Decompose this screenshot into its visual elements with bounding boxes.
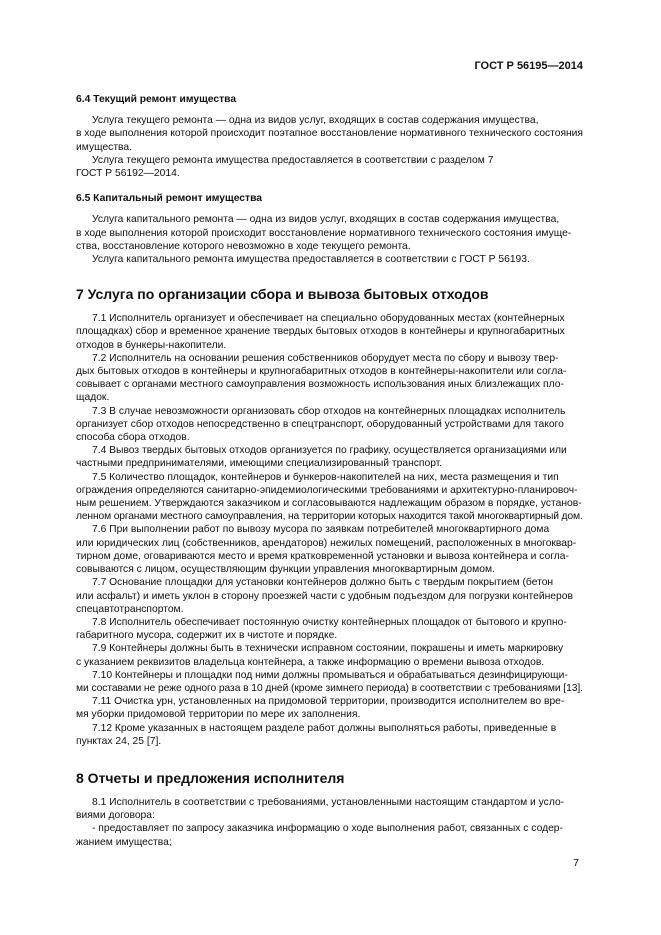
paragraph — [76, 253, 583, 266]
paragraph — [76, 154, 583, 180]
text-line: в ходе выполнения которой происходит восстановление нормативного технического состояния имуще- — [76, 227, 572, 239]
text-line: Услуга капитального ремонта имущества предоставляется в соответствии с ГОСТ Р 56193. — [92, 254, 530, 266]
text-line: 7.3 В случае невозможности организовать сбор отходов на контейнерных площадках исполнитель — [92, 405, 566, 417]
text-line: габаритного мусора, содержит их в чистоте и порядке. — [76, 630, 338, 642]
text-line: щадок. — [76, 392, 110, 404]
section-heading: 6.5 Капитальный ремонт имущества — [76, 193, 262, 205]
section-heading: 7 Услуга по организации сбора и вывоза бытовых отходов — [76, 286, 489, 303]
text-line: 7.11 Очистка урн, установленных на придомовой территории, производится исполнителем во вре- — [92, 696, 565, 708]
text-line: совываются с лицом, осуществляющим функции управления многоквартирным домом. — [76, 564, 495, 576]
paragraph — [76, 114, 583, 154]
text-line: жанием имущества; — [76, 836, 172, 848]
text-line: ным решением. Утверждаются заказчиком и согласовываются надлежащим образом в порядке, установ- — [76, 498, 582, 510]
text-line: 7.6 При выполнении работ по вывозу мусора по заявкам потребителей многоквартирного дома — [92, 524, 550, 536]
section-heading: 6.4 Текущий ремонт имущества — [76, 94, 237, 105]
page-number: 7 — [573, 858, 579, 869]
paragraph — [76, 669, 583, 695]
text-line: или асфальт) и иметь уклон в сторону проезжей части с удобным подъездом для погрузки контейнеров — [76, 590, 573, 602]
text-line: совывает с органами местного самоуправления возможность использования иных близлежащих пло- — [76, 379, 564, 391]
text-line: спецавтотранспортом. — [76, 603, 184, 615]
paragraph — [76, 213, 583, 253]
text-line: 7.1 Исполнитель организует и обеспечивает на специально оборудованных местах (контейнерных — [92, 313, 565, 325]
text-line: дых бытовых отходов в контейнеры и крупногабаритных отходов в контейнеры-накопители или согла- — [76, 366, 567, 378]
paragraph — [76, 444, 583, 470]
text-line: площадках) сбор и временное хранение твердых бытовых отходов в контейнеры и крупногабаритных — [76, 326, 565, 338]
text-line: ства, восстановление которого невозможно в ходе текущего ремонта. — [76, 240, 411, 252]
paragraph — [76, 642, 583, 668]
text-line: 7.8 Исполнитель обеспечивает постоянную очистку контейнерных площадок от бытового и крупно- — [92, 616, 567, 628]
text-line: частными предпринимателями, имеющими специализированный транспорт. — [76, 458, 443, 470]
section-heading: 8 Отчеты и предложения исполнителя — [76, 769, 345, 786]
paragraph — [76, 722, 583, 748]
paragraph — [76, 312, 583, 352]
paragraph — [76, 576, 583, 616]
paragraph — [76, 695, 583, 721]
text-line: способа сбора отходов. — [76, 432, 190, 444]
text-line: или юридических лиц (собственников, арендаторов) нежилых помещений, расположенных в многоквар- — [76, 537, 577, 549]
paragraph — [76, 405, 583, 445]
text-line: Услуга текущего ремонта имущества предоставляется в соответствии с разделом 7 — [92, 154, 494, 166]
paragraph — [76, 822, 583, 848]
text-line: Услуга текущего ремонта — одна из видов услуг, входящих в состав содержания имущества, — [92, 115, 539, 127]
text-line: имущества. — [76, 141, 132, 153]
document-body — [76, 93, 583, 849]
text-line: ГОСТ Р 56192—2014. — [76, 168, 180, 180]
text-line: с указанием реквизитов владельца контейнера, а также информацию о времени вывоза отходов. — [76, 656, 545, 668]
text-line: 7.12 Кроме указанных в настоящем разделе работ должны выполняться работы, приведенные в — [92, 722, 557, 734]
paragraph — [76, 796, 583, 822]
document-code-header: ГОСТ Р 56195—2014 — [474, 60, 583, 72]
text-line: организует сбор отходов непосредственно в спецтранспорт, оборудованный устройствами для такого — [76, 418, 564, 430]
text-line: 7.9 Контейнеры должны быть в технически исправном состоянии, покрашены и иметь маркировку — [92, 643, 564, 655]
text-line: виями договора: — [76, 810, 155, 822]
paragraph — [76, 352, 583, 405]
text-line: 7.4 Вывоз твердых бытовых отходов организуется по графику, осуществляется организациями или — [92, 445, 567, 457]
text-line: в ходе выполнения которой происходит поэтапное восстановление нормативного технического состояния — [76, 128, 583, 140]
text-line: 7.5 Количество площадок, контейнеров и бункеров-накопителей на них, места размещения и тип — [92, 471, 559, 483]
paragraph — [76, 616, 583, 642]
text-line: 8.1 Исполнитель в соответствии с требованиями, установленными настоящим стандартом и усло- — [92, 796, 565, 808]
paragraph — [76, 523, 583, 576]
text-line: ленном органами местного самоуправления, на территории которых находится такой многоквартирный дом. — [76, 511, 583, 523]
text-line: ми составами не реже одного раза в 10 дней (кроме зимнего периода) в соответствии с требованиями [13]. — [76, 682, 583, 694]
text-line: тирном доме, оговариваются место и время кратковременной установки и вывоза контейнера и согла- — [76, 550, 569, 562]
text-line: 7.10 Контейнеры и площадки под ними должны промываться и обрабатываться дезинфицирующи- — [92, 669, 568, 681]
text-line: Услуга капитального ремонта — одна из видов услуг, входящих в состав содержания имущества, — [92, 214, 560, 226]
text-line: 7.2 Исполнитель на основании решения собственников оборудует места по сбору и вывозу твер- — [92, 352, 559, 364]
text-line: пунктах 24, 25 [7]. — [76, 735, 162, 747]
text-line: мя уборки придомовой территории по мере их заполнения. — [76, 709, 361, 721]
text-line: 7.7 Основание площадки для установки контейнеров должно быть с твердым покрытием (бетон — [92, 577, 554, 589]
paragraph — [76, 471, 583, 524]
text-line: ограждения определяются санитарно-эпидемиологическими требованиями и архитектурно-планировоч- — [76, 484, 578, 496]
text-line: отходов в бункеры-накопители. — [76, 339, 227, 351]
text-line: - предоставляет по запросу заказчика информацию о ходе выполнения работ, связанных с содер- — [92, 823, 563, 835]
